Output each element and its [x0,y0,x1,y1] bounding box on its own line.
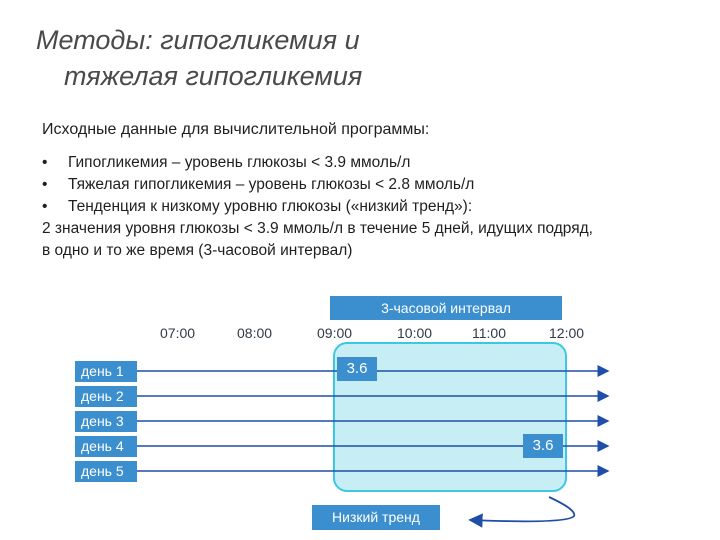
time-label: 11:00 [472,325,506,341]
day-label: день 3 [75,411,137,432]
time-label: 07:00 [160,325,196,341]
time-label: 09:00 [317,325,353,341]
description-line: в одно и то же время (3-часовой интервал) [42,242,353,259]
day-label: день 2 [75,386,137,407]
low-trend-label: Низкий тренд [312,505,440,530]
time-label: 10:00 [397,325,433,341]
title-line-2: тяжелая гипогликемия [64,61,363,91]
description-line: 2 значения уровня глюкозы < 3.9 ммоль/л в течение 5 дней, идущих подряд, [42,220,593,237]
title-line-1: Методы: гипогликемия и [36,25,360,55]
glucose-value-day-1: 3.6 [337,357,377,381]
day-label: день 5 [75,461,137,482]
trend-arrow [470,497,574,521]
bullet-item: • Тенденция к низкому уровню глюкозы («низкий тренд»): [42,198,473,215]
time-label: 12:00 [549,325,585,341]
bullet-item: • Тяжелая гипогликемия – уровень глюкозы < 2.8 ммоль/л [42,176,475,193]
bullet-text: Тяжелая гипогликемия – уровень глюкозы < 2.8 ммоль/л [68,176,475,193]
bullet-item: • Гипогликемия – уровень глюкозы < 3.9 ммоль/л [42,154,411,171]
glucose-value-day-4: 3.6 [523,434,563,458]
bullet-text: Гипогликемия – уровень глюкозы < 3.9 ммоль/л [68,154,411,171]
bullet-text: Тенденция к низкому уровню глюкозы («низкий тренд»): [68,198,473,215]
time-label: 08:00 [237,325,273,341]
day-label: день 4 [75,436,137,457]
interval-label: 3-часовой интервал [330,296,562,320]
day-label: день 1 [75,361,137,382]
subtitle: Исходные данные для вычислительной программы: [42,121,430,138]
